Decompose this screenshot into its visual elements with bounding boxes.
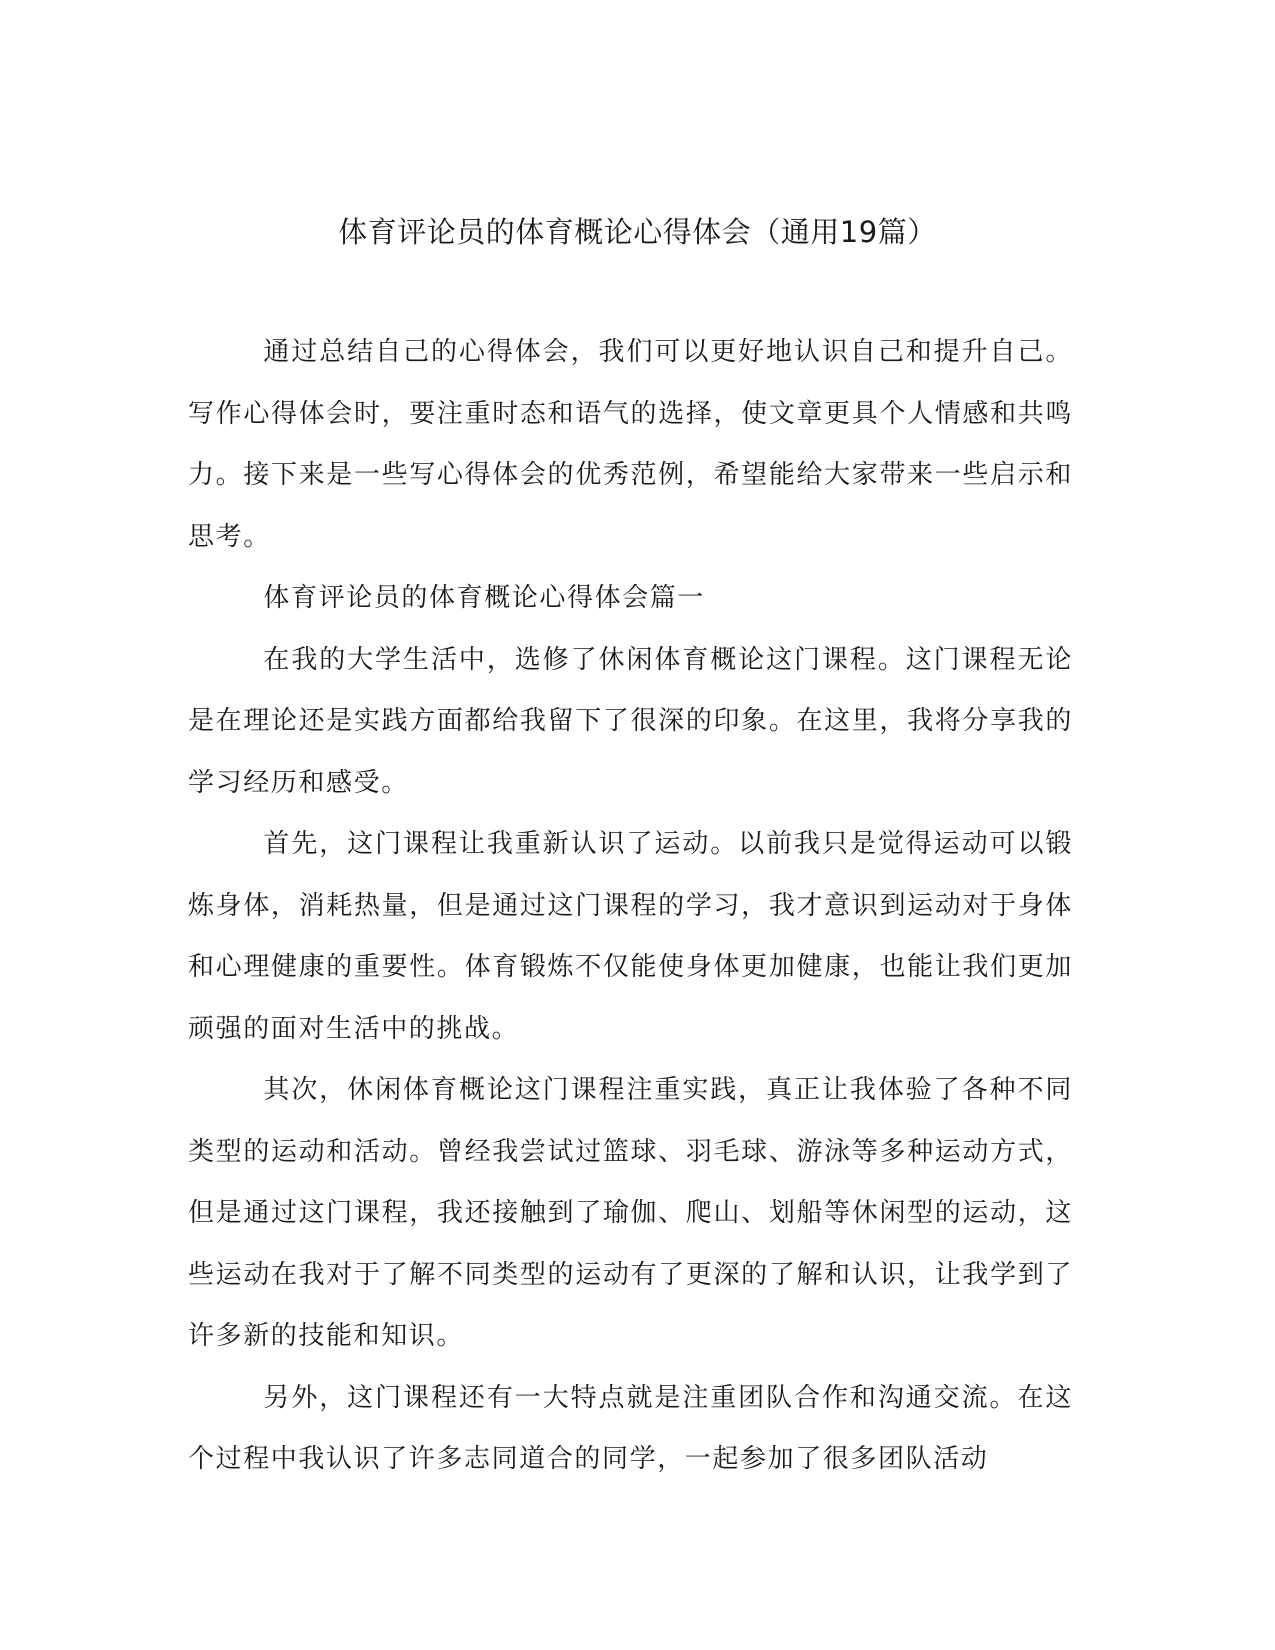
body-paragraph: 其次，休闲体育概论这门课程注重实践，真正让我体验了各种不同类型的运动和活动。曾经我尝试过篮球、羽毛球、游泳等多种运动方式，但是通过这门课程，我还接触到了瑜伽、爬山、划船等休闲型的运动，这些运动在我对于了解不同类型的运动有了更深的了解和认识，让我学到了许多新的技能和知识。 <box>188 1075 1073 1351</box>
body-paragraph: 在我的大学生活中，选修了休闲体育概论这门课程。这门课程无论是在理论还是实践方面都给我留下了很深的印象。在这里，我将分享我的学习经历和感受。 <box>188 644 1073 798</box>
document-title: 体育评论员的体育概论心得体会（通用19篇） <box>338 215 937 249</box>
body-paragraph: 另外，这门课程还有一大特点就是注重团队合作和沟通交流。在这个过程中我认识了许多志同道合的同学，一起参加了很多团队活动 <box>188 1382 1073 1474</box>
section-heading: 体育评论员的体育概论心得体会篇一 <box>263 583 705 613</box>
body-paragraph: 首先，这门课程让我重新认识了运动。以前我只是觉得运动可以锻炼身体，消耗热量，但是通过这门课程的学习，我才意识到运动对于身体和心理健康的重要性。体育锻炼不仅能使身体更加健康，也能让我们更加顽强的面对生活中的挑战。 <box>188 829 1073 1044</box>
document-body <box>188 322 1073 1491</box>
intro-paragraph: 通过总结自己的心得体会，我们可以更好地认识自己和提升自己。写作心得体会时，要注重时态和语气的选择，使文章更具个人情感和共鸣力。接下来是一些写心得体会的优秀范例，希望能给大家带来一些启示和思考。 <box>188 337 1073 552</box>
